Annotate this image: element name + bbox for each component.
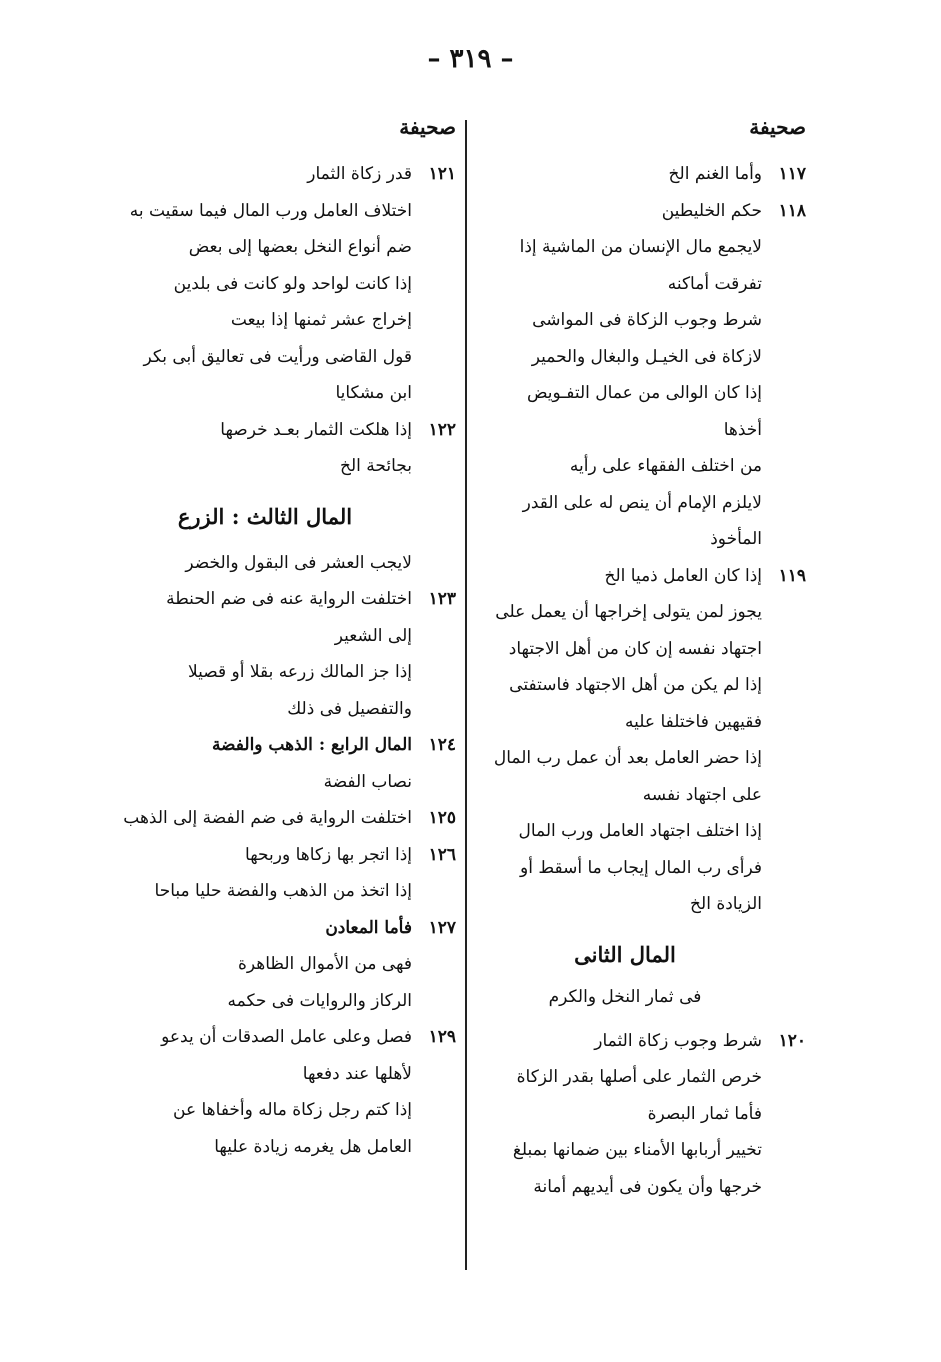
- entry-text: [118, 946, 412, 983]
- entry-text: [488, 594, 762, 667]
- entry-text: [118, 910, 412, 947]
- right-column-header: صحيفة: [749, 115, 806, 139]
- entry-line: ابن مشكايا: [335, 383, 412, 403]
- index-entry: [118, 545, 456, 582]
- section-subheading: فى ثمار النخل والكرم: [548, 986, 702, 1007]
- entry-line: يجوز لمن يتولى إخراجها أن يعمل على: [495, 602, 762, 622]
- entry-line: لايجب العشر فى البقول والخضر: [185, 552, 412, 573]
- entry-text: [118, 654, 412, 727]
- entry-line: إذا هلكت الثمار بعـد خرصها: [220, 419, 412, 440]
- index-entry: [488, 302, 806, 339]
- index-entry: [118, 727, 456, 764]
- entry-text: [118, 193, 412, 230]
- entry-page-number: [412, 339, 456, 412]
- entry-text: [488, 1096, 762, 1133]
- entry-page-number: [412, 545, 456, 582]
- entry-line: فهى من الأموال الظاهرة: [237, 954, 412, 974]
- right-entries: [488, 156, 806, 1205]
- entry-text: [118, 581, 412, 654]
- entry-text: [118, 873, 412, 910]
- entry-line: شرط وجوب زكاة الثمار: [594, 1030, 762, 1051]
- entry-line: اختلفت الرواية عنه فى ضم الحنطة: [166, 589, 412, 609]
- left-column-header: صحيفة: [399, 115, 456, 139]
- entry-line: اختلاف العامل ورب المال فيما سقيت به: [129, 200, 412, 221]
- index-entry: [488, 813, 806, 923]
- entry-text: [488, 156, 762, 193]
- entry-line: اجتهاد نفسه إن كان من أهل الاجتهاد: [508, 638, 762, 659]
- entry-line: على اجتهاد نفسه: [642, 784, 762, 805]
- index-entry: [118, 946, 456, 983]
- entry-line: العامل هل يغرمه زيادة عليها: [214, 1136, 412, 1157]
- entry-line: خرجها وأن يكون فى أيديهم أمانة: [533, 1176, 762, 1197]
- entry-text: [488, 558, 762, 595]
- entry-text: [488, 740, 762, 813]
- left-column: [118, 112, 456, 1165]
- index-entry: [118, 910, 456, 947]
- entry-line: تخيير أربابها الأمناء بين ضمانها بمبلغ: [512, 1140, 762, 1160]
- entry-text: [118, 495, 412, 539]
- entry-line: خرص الثمار على أصلها بقدر الزكاة: [516, 1067, 762, 1087]
- index-entry: [118, 1092, 456, 1165]
- entry-line: تفرقت أماكنه: [667, 273, 762, 294]
- entry-text: [488, 1023, 762, 1060]
- right-column: [488, 112, 806, 1205]
- entry-line: إذا اختلف اجتهاد العامل ورب المال: [518, 821, 762, 841]
- index-entry: [488, 448, 806, 485]
- entry-page-number: [762, 1096, 806, 1133]
- entry-text: [488, 667, 762, 740]
- index-entry: [118, 837, 456, 874]
- entry-text: [118, 339, 412, 412]
- entry-line: أخذها: [723, 419, 762, 440]
- entry-page-number: [412, 764, 456, 801]
- entry-text: [118, 302, 412, 339]
- entry-page-number: ١٢٤: [428, 735, 456, 755]
- entry-line: فأما المعادن: [325, 917, 412, 938]
- entry-text: [488, 813, 762, 923]
- entry-page-number: [762, 813, 806, 923]
- index-entry: [118, 800, 456, 837]
- entry-line: إذا لم يكن من أهل الاجتهاد فاستفتى: [509, 675, 762, 695]
- entry-page-number: ١٢٩: [428, 1027, 456, 1047]
- index-entry: [488, 375, 806, 448]
- index-entry: [488, 1023, 806, 1060]
- section-heading: [488, 933, 806, 1017]
- entry-line: المال الثانى: [574, 941, 676, 967]
- entry-page-number: [762, 302, 806, 339]
- entry-text: [118, 156, 412, 193]
- entry-text: [488, 448, 762, 485]
- entry-line: الزيادة الخ: [690, 894, 762, 914]
- entry-line: فرأى رب المال إيجاب ما أسقط أو: [520, 857, 762, 878]
- entry-text: [488, 1132, 762, 1205]
- entry-page-number: [762, 1059, 806, 1096]
- index-entry: [118, 156, 456, 193]
- entry-page-number: ١٢٠: [778, 1030, 806, 1051]
- entry-page-number: [762, 339, 806, 376]
- entry-page-number: ١٢١: [428, 164, 456, 184]
- index-entry: [488, 156, 806, 193]
- entry-line: اختلفت الرواية فى ضم الفضة إلى الذهب: [123, 808, 412, 828]
- entry-line: قدر زكاة الثمار: [307, 164, 412, 184]
- entry-line: إلى الشعير: [334, 625, 412, 646]
- entry-page-number: [412, 193, 456, 230]
- entry-text: [488, 375, 762, 448]
- index-entry: [118, 302, 456, 339]
- entry-line: لأهلها عند دفعها: [302, 1063, 412, 1084]
- entry-page-number: [412, 873, 456, 910]
- entry-line: إذا كان الوالى من عمال التفـويض: [526, 383, 762, 403]
- entry-line: فصل وعلى عامل الصدقات أن يدعو: [161, 1027, 412, 1047]
- left-entries: [118, 156, 456, 1165]
- entry-text: [488, 1059, 762, 1096]
- entry-text: [118, 837, 412, 874]
- index-entry: [488, 193, 806, 230]
- entry-text: [488, 302, 762, 339]
- index-entry: [118, 873, 456, 910]
- entry-page-number: [412, 495, 456, 539]
- entry-text: [488, 193, 762, 230]
- entry-line: ضم أنواع النخل بعضها إلى بعض: [188, 237, 412, 257]
- entry-line: المال الرابع : الذهب والفضة: [211, 735, 412, 755]
- entry-page-number: [412, 302, 456, 339]
- entry-page-number: ١١٩: [778, 565, 806, 586]
- entry-line: من اختلف الفقهاء على رأيه: [569, 456, 762, 476]
- entry-page-number: [762, 1132, 806, 1205]
- index-entry: [488, 1132, 806, 1205]
- index-entry: [118, 1019, 456, 1092]
- entry-line: حكم الخليطين: [661, 200, 762, 221]
- entry-text: [118, 727, 412, 764]
- entry-text: [118, 229, 412, 302]
- entry-line: إذا حضر العامل بعد أن عمل رب المال: [493, 748, 762, 768]
- index-entry: [118, 581, 456, 654]
- entry-text: [118, 1092, 412, 1165]
- entry-page-number: [762, 229, 806, 302]
- entry-line: إذا اتخذ من الذهب والفضة حليا مباحا: [154, 881, 412, 901]
- entry-text: [488, 485, 762, 558]
- entry-line: إذا جز المالك زرعه بقلا أو قصيلا: [188, 662, 412, 682]
- entry-page-number: ١١٧: [778, 164, 806, 184]
- entry-line: لازكاة فى الخيـل والبغال والحمير: [531, 346, 762, 367]
- entry-page-number: ١٢٧: [428, 917, 456, 938]
- index-entry: [118, 229, 456, 302]
- entry-text: [118, 412, 412, 485]
- entry-page-number: ١٢٢: [428, 419, 456, 440]
- index-entry: [488, 485, 806, 558]
- entry-text: [118, 545, 412, 582]
- entry-line: المأخوذ: [710, 529, 762, 549]
- index-entry: [488, 667, 806, 740]
- entry-text: [118, 800, 412, 837]
- entry-line: قول القاضى ورأيت فى تعاليق أبى بكر: [143, 346, 412, 367]
- entry-text: [488, 339, 762, 376]
- entry-page-number: [762, 933, 806, 1017]
- index-entry: [488, 1059, 806, 1096]
- entry-page-number: ١٢٣: [428, 589, 456, 609]
- index-entry: [488, 229, 806, 302]
- entry-page-number: ١١٨: [778, 200, 806, 221]
- entry-line: بجائحة الخ: [340, 456, 412, 476]
- entry-line: إخراج عشر ثمنها إذا بيعت: [230, 310, 412, 330]
- index-entry: [118, 193, 456, 230]
- index-entry: [488, 1096, 806, 1133]
- index-entry: [488, 558, 806, 595]
- index-entry: [488, 740, 806, 813]
- entry-page-number: [762, 667, 806, 740]
- index-entry: [118, 412, 456, 485]
- entry-text: [118, 983, 412, 1020]
- entry-line: الركاز والروايات فى حكمه: [227, 990, 412, 1011]
- entry-page-number: [762, 375, 806, 448]
- entry-line: لايلزم الإمام أن ينص له على القدر: [522, 492, 762, 513]
- entry-page-number: [412, 946, 456, 983]
- entry-line: إذا كان العامل ذميا الخ: [604, 565, 762, 586]
- column-divider: [465, 120, 467, 1270]
- entry-page-number: [762, 740, 806, 813]
- entry-line: فأما ثمار البصرة: [647, 1103, 762, 1124]
- entry-page-number: [412, 1092, 456, 1165]
- index-entry: [118, 764, 456, 801]
- entry-line: شرط وجوب الزكاة فى المواشى: [532, 310, 762, 330]
- entry-line: وأما الغنم الخ: [668, 164, 762, 184]
- entry-page-number: [762, 448, 806, 485]
- entry-page-number: [412, 654, 456, 727]
- entry-line: فقيهين فاختلفا عليه: [625, 711, 762, 732]
- entry-page-number: ١٢٦: [428, 844, 456, 865]
- entry-line: نصاب الفضة: [323, 771, 412, 792]
- index-entry: [118, 654, 456, 727]
- entry-line: إذا كتم رجل زكاة ماله وأخفاها عن: [173, 1100, 412, 1120]
- entry-line: والتفصيل فى ذلك: [287, 698, 412, 719]
- entry-text: [118, 764, 412, 801]
- entry-page-number: [412, 983, 456, 1020]
- index-entry: [118, 339, 456, 412]
- index-entry: [118, 983, 456, 1020]
- entry-page-number: ١٢٥: [428, 808, 456, 828]
- entry-line: المال الثالث : الزرع: [177, 503, 353, 529]
- entry-text: [118, 1019, 412, 1092]
- entry-text: [488, 229, 762, 302]
- section-heading: [118, 495, 456, 539]
- entry-page-number: [762, 485, 806, 558]
- entry-line: إذا اتجر بها زكاها وربحها: [245, 844, 412, 865]
- entry-page-number: [762, 594, 806, 667]
- index-entry: [488, 594, 806, 667]
- index-entry: [488, 339, 806, 376]
- entry-page-number: [412, 229, 456, 302]
- entry-line: لايجمع مال الإنسان من الماشية إذا: [519, 237, 762, 257]
- entry-line: إذا كانت لواحد ولو كانت فى بلدين: [173, 273, 412, 294]
- entry-text: [488, 933, 762, 1017]
- page-number: – ٣١٩ –: [427, 44, 514, 74]
